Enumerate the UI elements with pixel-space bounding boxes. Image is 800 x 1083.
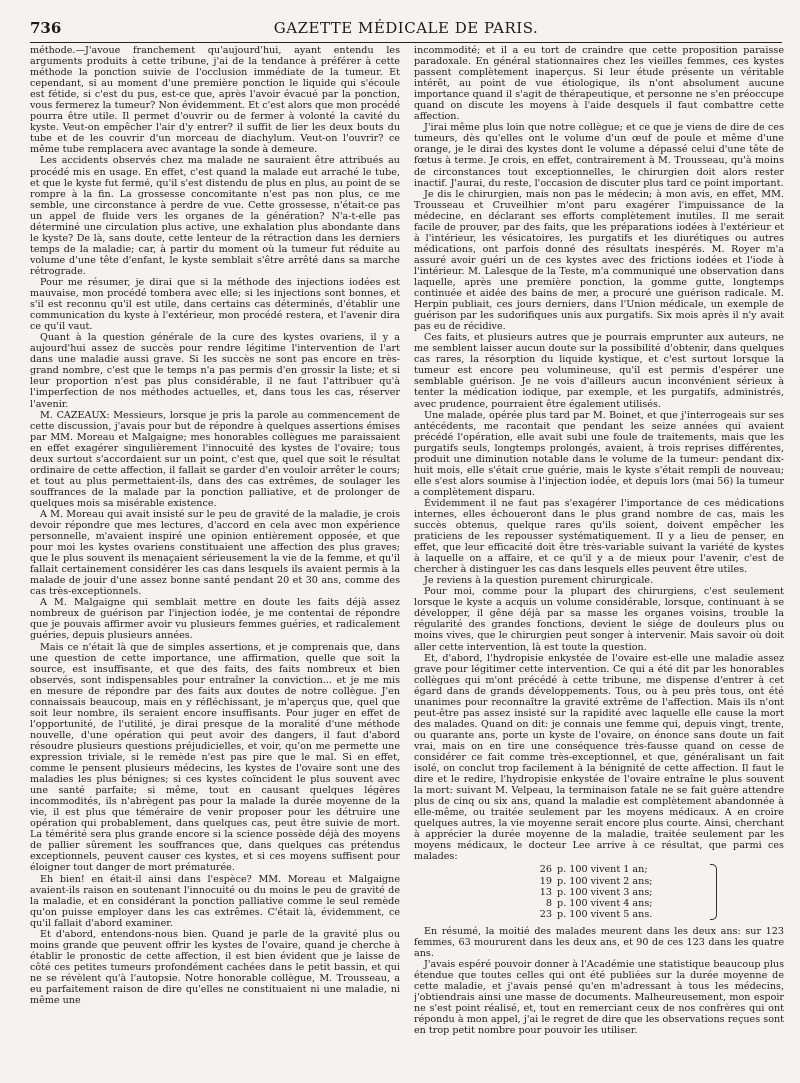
running-title: GAZETTE MÉDICALE DE PARIS. [273,19,539,37]
paragraph: Les accidents observés chez ma malade ne sauraient être attribués au procédé mis en usage. En effet, c'est quand la malade eut arraché le tube, et que le kyste fut fermé, qu'il s'est distendu de plus en plus, au point de se rompre à la fin. La grossesse concomitante n'est pas non plus, ce me semble, une circonstance à perdre de vue. Cette grossesse, n'était-ce pas un appel de fluide vers les organes de la génération? N'a-t-elle pas déterminé une circulation plus active, une exhalation plus abondante dans le kyste? De là, sans doute, cette lenteur de la rétraction dans les derniers temps de la maladie; car, à partir du moment où la tumeur fut réduite au volume d'une tête d'enfant, le kyste semblait s'être arrêté dans sa marche rétrograde. [30,155,400,277]
stat-number: 23 [539,908,552,920]
paragraph: J'avais espéré pouvoir donner à l'Académie une statistique beaucoup plus étendue que toutes celles qui ont été publiées sur la durée moyenne de cette maladie, et j'avais pensé qu'en m'adressant à tous les médecins, j'obtiendrais ainsi une masse de documents. Malheureusement, mon espoir ne s'est point réalisé, et, tout en remerciant ceux de nos confrères qui ont répondu à mon appel, j'ai le regret de dire que les observations reçues sont en trop petit nombre pour pouvoir les utiliser. [414,958,784,1037]
paragraph: Et d'abord, entendons-nous bien. Quand je parle de la gravité plus ou moins grande que peuvent offrir les kystes de l'ovaire, quand je cherche à établir le pronostic de cette affection, il est bien évident que je laisse de côté ces petites tumeurs profondément cachées dans le petit bassin, et qui ne se révèlent qu'à l'autopsie. Notre honorable collègue, M. Trousseau, a eu parfaitement raison de dire qu'elles ne constituaient ni une maladie, ni même une [30,928,400,1007]
page-number: 736 [30,19,62,37]
text-columns [30,45,782,1079]
stat-number: 26 [539,864,552,876]
stat-number: 13 [539,886,552,898]
stat-text: p. 100 vivent 4 ans; [557,897,653,909]
stat-text: p. 100 vivent 3 ans; [557,886,653,898]
paragraph: méthode.—J'avoue franchement qu'aujourd'hui, ayant entendu les arguments produits à cette tribune, j'ai de la tendance à préférer à cette méthode la ponction suivie de l'occlusion immédiate de la tumeur. Et cependant, si au moment d'une première ponction le liquide qui s'écoule est fétide, si c'est du pus, est-ce que, après l'avoir évacué par la ponction, vous fermerez la tumeur? Non évidemment. Et c'est alors que mon procédé pourra être utile. Il permet d'ouvrir ou de fermer à volonté la cavité du kyste. Veut-on empêcher l'air d'y entrer? il suffit de lier les deux bouts du tube et de les couvrir d'un morceau de diachylum. Veut-on l'ouvrir? ce même tube remplacera avec avantage la sonde à demeure. [30,45,400,156]
survival-statistics [534,864,784,919]
stat-number: 19 [539,875,552,887]
paragraph: J'irai même plus loin que notre collègue; et ce que je viens de dire de ces tumeurs, dès qu'elles ont le volume d'un œuf de poule et même d'une orange, je le dirai des kystes dont le volume a dépassé celui d'une tête de fœtus à terme. Je crois, en effet, contrairement à M. Trousseau, qu'à moins de circonstances tout exceptionnelles, le chirurgien doit alors rester inactif. J'aurai, du reste, l'occasion de discuter plus tard ce point important. [414,122,784,189]
paragraph: incommodité; et il a eu tort de craindre que cette proposition paraisse paradoxale. En général stationnaires chez les vieilles femmes, ces kystes passent complètement inaperçus. Si leur étude présente un véritable intérêt, au point de vue étiologique, ils n'ont absolument aucune importance quand il s'agit de thérapeutique, et personne ne s'en préoccupe quand on discute les moyens à l'aide desquels il faut combattre cette affection. [414,45,784,123]
paragraph: A M. Moreau qui avait insisté sur le peu de gravité de la maladie, je crois devoir répondre que mes lectures, d'accord en cela avec mon expérience personnelle, m'avaient inspiré une opinion entièrement opposée, et que pour moi les kystes ovariens constituaient une affection des plus graves; que le plus souvent ils menaçaient sérieusement la vie de la femme, et qu'il fallait certainement considérer les cas dans lesquels ils avaient permis à la malade de jouir d'une assez bonne santé pendant 20 et 30 ans, comme des cas très-exceptionnels. [30,508,400,598]
paragraph: Je dis le chirurgien, mais non pas le médecin; à mon avis, en effet, MM. Trousseau et Cruveilhier m'ont paru exagérer l'impuissance de la médecine, en déclarant ses efforts complètement inutiles. Il me serait facile de prouver, par des faits, que les préparations iodées à l'extérieur et à l'intérieur, les vésicatoires, les purgatifs et les diurétiques ou autres médications, ont parfois donné des résultats inespérés. M. Royer m'a assuré avoir guéri un de ces kystes avec des frictions iodées et l'iode à l'intérieur. M. Lalesque de la Teste, m'a communiqué une observation dans laquelle, après une première ponction, la gomme gutte, longtemps continuée et aidée des bains de mer, a procuré une guérison radicale. M. Herpin publiait, ces jours derniers, dans l'Union médicale, un exemple de guérison par les sudorifiques unis aux purgatifs. Six mois après il n'y avait pas eu de récidive. [414,188,784,333]
paragraph: A M. Malgaigne qui semblait mettre en doute les faits déjà assez nombreux de guérison par l'injection iodée, je me contentai de répondre que je pouvais affirmer avoir vu plusieurs femmes guéries, et radicalement guéries, depuis plusieurs années. [30,597,400,642]
stat-number: 8 [545,897,552,909]
paragraph: En résumé, la moitié des malades meurent dans les deux ans: sur 123 femmes, 63 moururent dans les deux ans, et 90 de ces 123 dans les quatre ans. [414,925,784,959]
stat-row [534,898,784,909]
paragraph: Une malade, opérée plus tard par M. Boinet, et que j'interrogeais sur ses antécédents, me racontait que pendant les seize années qui avaient précédé l'opération, elle avait subi une foule de traitements, mais que les purgatifs seuls, longtemps prolongés, avaient, à trois reprises différentes, produit une diminution notable dans le volume de la tumeur: pendant dix-huit mois, elle s'était crue guérie, mais le kyste s'était rempli de nouveau; elle s'est alors soumise à l'injection iodée, et depuis lors (mai 56) la tumeur a complètement disparu. [414,409,784,498]
stat-text: p. 100 vivent 2 ans; [557,875,653,887]
paragraph: Ces faits, et plusieurs autres que je pourrais emprunter aux auteurs, ne me semblent laisser aucun doute sur la possibilité d'obtenir, dans quelques cas rares, la résorption du liquide kystique, et c'est surtout lorsque la tumeur est encore peu volumineuse, qu'il est permis d'espérer une semblable guérison. Je ne vois d'ailleurs aucun inconvénient sérieux à tenter la médication iodique, par exemple, et les purgatifs, administrés, avec prudence, pourraient être également utilisés. [414,332,784,410]
stat-text: p. 100 vivent 1 an; [557,864,648,876]
stat-row [534,909,784,920]
left-column [30,45,400,1079]
page-header [30,16,782,43]
paragraph: Eh bien! en était-il ainsi dans l'espèce? MM. Moreau et Malgaigne avaient-ils raison en soutenant l'innocuité ou du moins le peu de gravité de la maladie, et en considérant la ponction palliative comme le seul remède qu'on puisse employer dans les cas extrêmes. C'était là, évidemment, ce qu'il fallait d'abord examiner. [30,873,400,929]
paragraph: Mais ce n'était là que de simples assertions, et je comprenais que, dans une question de cette importance, une affirmation, quelle que soit la source, est insuffisante, et que des faits, des faits nombreux et bien observés, sont indispensables pour entraîner la conviction... et je me mis en mesure de répondre par des faits aux doutes de notre collègue. J'en connaissais beaucoup, mais en y réfléchissant, je m'aperçus que, quel que soit leur nombre, ils seraient encore insuffisants. Pour juger en effet de l'opportunité, de l'utilité, je dirai presque de la moralité d'une méthode nouvelle, d'une opération qui peut avoir des dangers, il faut d'abord résoudre plusieurs questions préjudicielles, et voir, qu'on me permette une expression triviale, si le remède n'est pas pire que le mal. Si en effet, comme le pensent plusieurs médecins, les kystes de l'ovaire sont une des maladies les plus bénignes; si ces kystes coïncident le plus souvent avec une santé parfaite; si même, tout en causant quelques légères incommodités, ils n'abrègent pas pour la malade la durée moyenne de la vie, il est plus que téméraire de venir proposer pour les détruire une opération qui probablement, dans quelques cas, peut être suivie de mort. La témérité sera plus grande encore si la science possède déjà des moyens de pallier sûrement les souffrances que, dans quelques cas prétendus exceptionnels, peuvent causer ces kystes, et si ces moyens suffisent pour éloigner tout danger de mort prématurée. [30,641,400,874]
right-column [414,45,784,1079]
paragraph: Pour me résumer, je dirai que si la méthode des injections iodées est mauvaise, mon procédé tombera avec elle; si les injections sont bonnes, et s'il est reconnu qu'il est utile, dans certains cas déterminés, d'établir une communication du kyste à l'extérieur, mon procédé restera, et l'avenir dira ce qu'il vaut. [30,276,400,333]
stat-row [534,876,784,887]
paragraph: Je reviens à la question purement chirurgicale. [424,575,654,587]
paragraph: Et, d'abord, l'hydropisie enkystée de l'ovaire est-elle une maladie assez grave pour légitimer cette intervention. Ce qui a été dit par les honorables collègues qui m'ont précédé à cette tribune, me dispense d'entrer à cet égard dans de grands développements. Tous, ou à peu près tous, ont été unanimes pour reconnaître la gravité extrême de l'affection. Mais ils n'ont peut-être pas assez insisté sur la rapidité avec laquelle elle cause la mort des malades. Quand on dit: je connais une femme qui, depuis vingt, trente, ou quarante ans, porte un kyste de l'ovaire, on énonce sans doute un fait vrai, mais on en tire une conséquence très-fausse quand on cesse de considérer ce fait comme très-exceptionnel, et que, généralisant un fait isolé, on conclut trop facilement à la bénignité de cette affection. Il faut le dire et le redire, l'hydropisie enkystée de l'ovaire entraîne le plus souvent la mort: suivant M. Velpeau, la terminaison fatale ne se fait guère attendre plus de cinq ou six ans, quand la maladie est complètement abandonnée à elle-même, ou traitée seulement par les moyens médicaux. A en croire quelques autres, la vie moyenne serait encore plus courte. Ainsi, cherchant à apprécier la durée moyenne de la maladie, traitée seulement par les moyens médicaux, le docteur Lee arrive à ce résultat, que parmi ces malades: [414,652,784,863]
statistics-brace [710,864,717,920]
stat-row [534,887,784,898]
stat-text: p. 100 vivent 5 ans. [557,908,653,920]
paragraph: Pour moi, comme pour la plupart des chirurgiens, c'est seulement lorsque le kyste a acquis un volume considérable, lorsque, continuant à se développer, il gêne déjà par sa masse les organes voisins, trouble la régularité des grandes fonctions, devient le siége de douleurs plus ou moins vives, que le chirurgien peut songer à intervenir. Mais savoir où doit aller cette intervention, là est toute la question. [414,586,784,653]
paragraph: Quant à la question générale de la cure des kystes ovariens, il y a aujourd'hui assez de succès pour rendre légitime l'intervention de l'art dans une maladie aussi grave. Si les succès ne sont pas encore en très-grand nombre, c'est que le temps n'a pas permis d'en grossir la liste; et si leur proportion n'est pas plus considérable, il ne faut l'attribuer qu'à l'imperfection de nos méthodes actuelles, et, dans tous les cas, réserver l'avenir. [30,332,400,410]
paragraph: M. CAZEAUX: Messieurs, lorsque je pris la parole au commencement de cette discussion, j'avais pour but de répondre à quelques assertions émises par MM. Moreau et Malgaigne; mes honorables collègues me paraissaient en effet exagérer singulièrement l'innocuité des kystes de l'ovaire; tous deux surtout s'accordaient sur un point, c'est que, quel que soit le résultat ordinaire de cette affection, il fallait se garder d'en vouloir arrêter le cours; et tout au plus permettaient-ils, dans des cas extrêmes, de soulager les souffrances de la malade par la ponction palliative, et de prolonger de quelques mois sa misérable existence. [30,409,400,509]
stat-row [534,864,784,875]
paragraph: Évidemment il ne faut pas s'exagérer l'importance de ces médications internes, elles échoueront dans le plus grand nombre de cas, mais les succès obtenus, quelque rares qu'ils soient, doivent empêcher les praticiens de les repousser systématiquement. Il y a lieu de penser, en effet, que leur efficacité doit être très-variable suivant la variété de kystes à laquelle on a affaire, et ce qu'il y a de mieux pour l'avenir, c'est de chercher à distinguer les cas dans lesquels elles peuvent être utiles. [414,497,784,576]
